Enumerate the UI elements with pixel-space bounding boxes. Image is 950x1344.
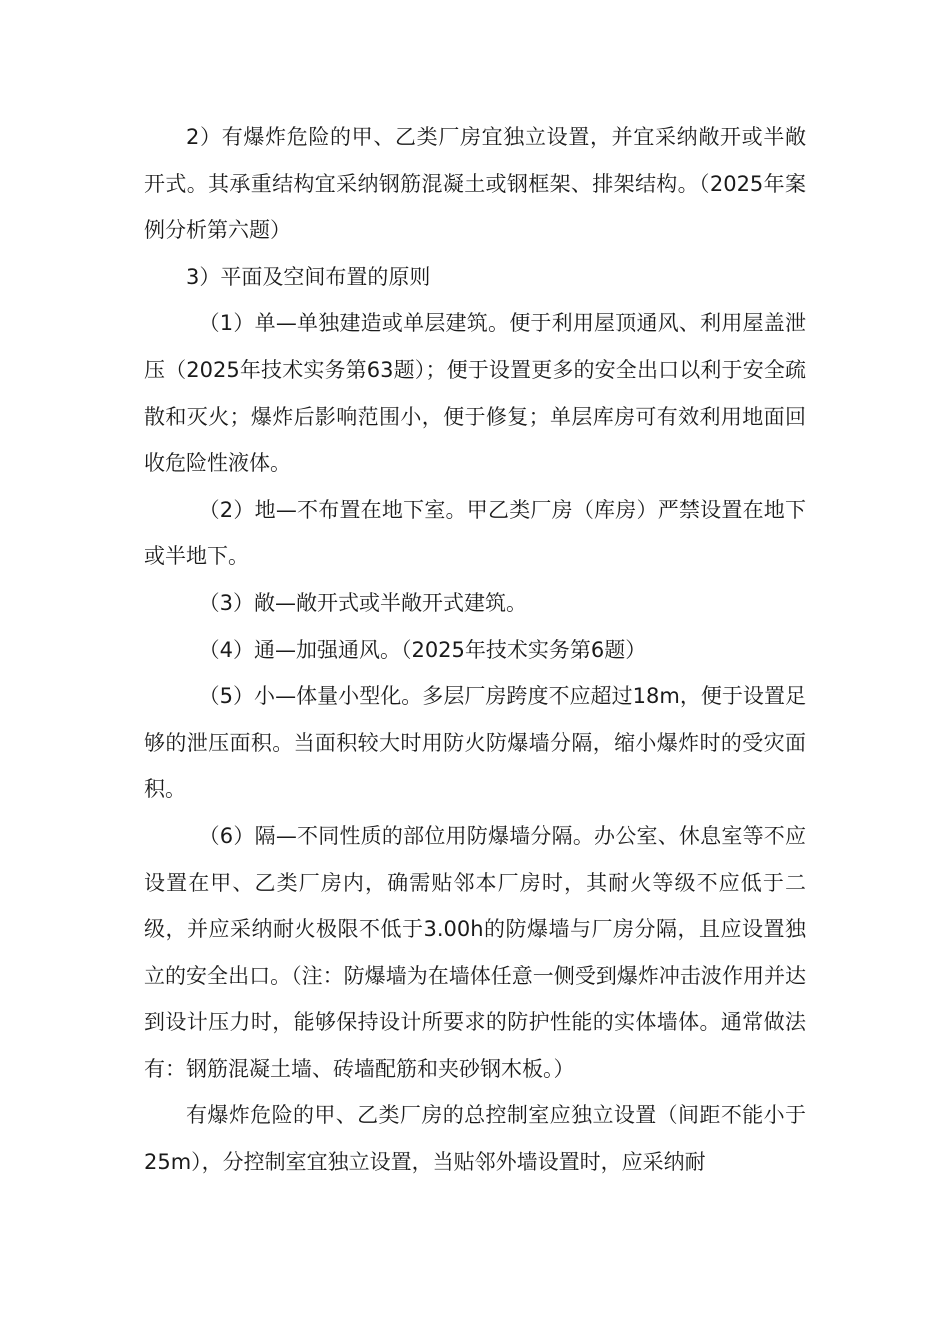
paragraph-principle-small: （5）小—体量小型化。多层厂房跨度不应超过18m，便于设置足够的泄压面积。当面积较大时用防火防爆墙分隔，缩小爆炸时的受灾面积。 — [144, 684, 806, 802]
paragraph-item-2-isolation: 2）有爆炸危险的甲、乙类厂房宜独立设置，并宜采纳敞开或半敞开式。其承重结构宜采纳钢筋混凝土或钢框架、排架结构。（2025年案例分析第六题） — [144, 125, 806, 243]
paragraph-principle-ground: （2）地—不布置在地下室。甲乙类厂房（库房）严禁设置在地下或半地下。 — [144, 497, 806, 569]
paragraph-principle-ventilation: （4）通—加强通风。（2025年技术实务第6题） — [198, 637, 647, 662]
document-body — [144, 114, 806, 1186]
paragraph-principle-separation: （6）隔—不同性质的部位用防爆墙分隔。办公室、休息室等不应设置在甲、乙类厂房内，确需贴邻本厂房时，其耐火等级不应低于二级，并应采纳耐火极限不低于3.00h的防爆墙与厂房分隔，且应设置独立的安全出口。（注：防爆墙为在墙体任意一侧受到爆炸冲击波作用并达到设计压力时，能够保持设计所要求的防护性能的实体墙体。通常做法有：钢筋混凝土墙、砖墙配筋和夹砂钢木板。） — [144, 823, 806, 1081]
paragraph-principle-open: （3）敞—敞开式或半敞开式建筑。 — [198, 590, 527, 615]
paragraph-layout-principles-heading: 3）平面及空间布置的原则 — [186, 264, 431, 289]
paragraph-principle-single: （1）单—单独建造或单层建筑。便于利用屋顶通风、利用屋盖泄压（2025年技术实务第63题）；便于设置更多的安全出口以利于安全疏散和灭火；爆炸后影响范围小，便于修复；单层库房可有效利用地面回收危险性液体。 — [144, 311, 806, 476]
paragraph-control-room: 有爆炸危险的甲、乙类厂房的总控制室应独立设置（间距不能小于25m），分控制室宜独立设置，当贴邻外墙设置时，应采纳耐 — [144, 1103, 806, 1175]
